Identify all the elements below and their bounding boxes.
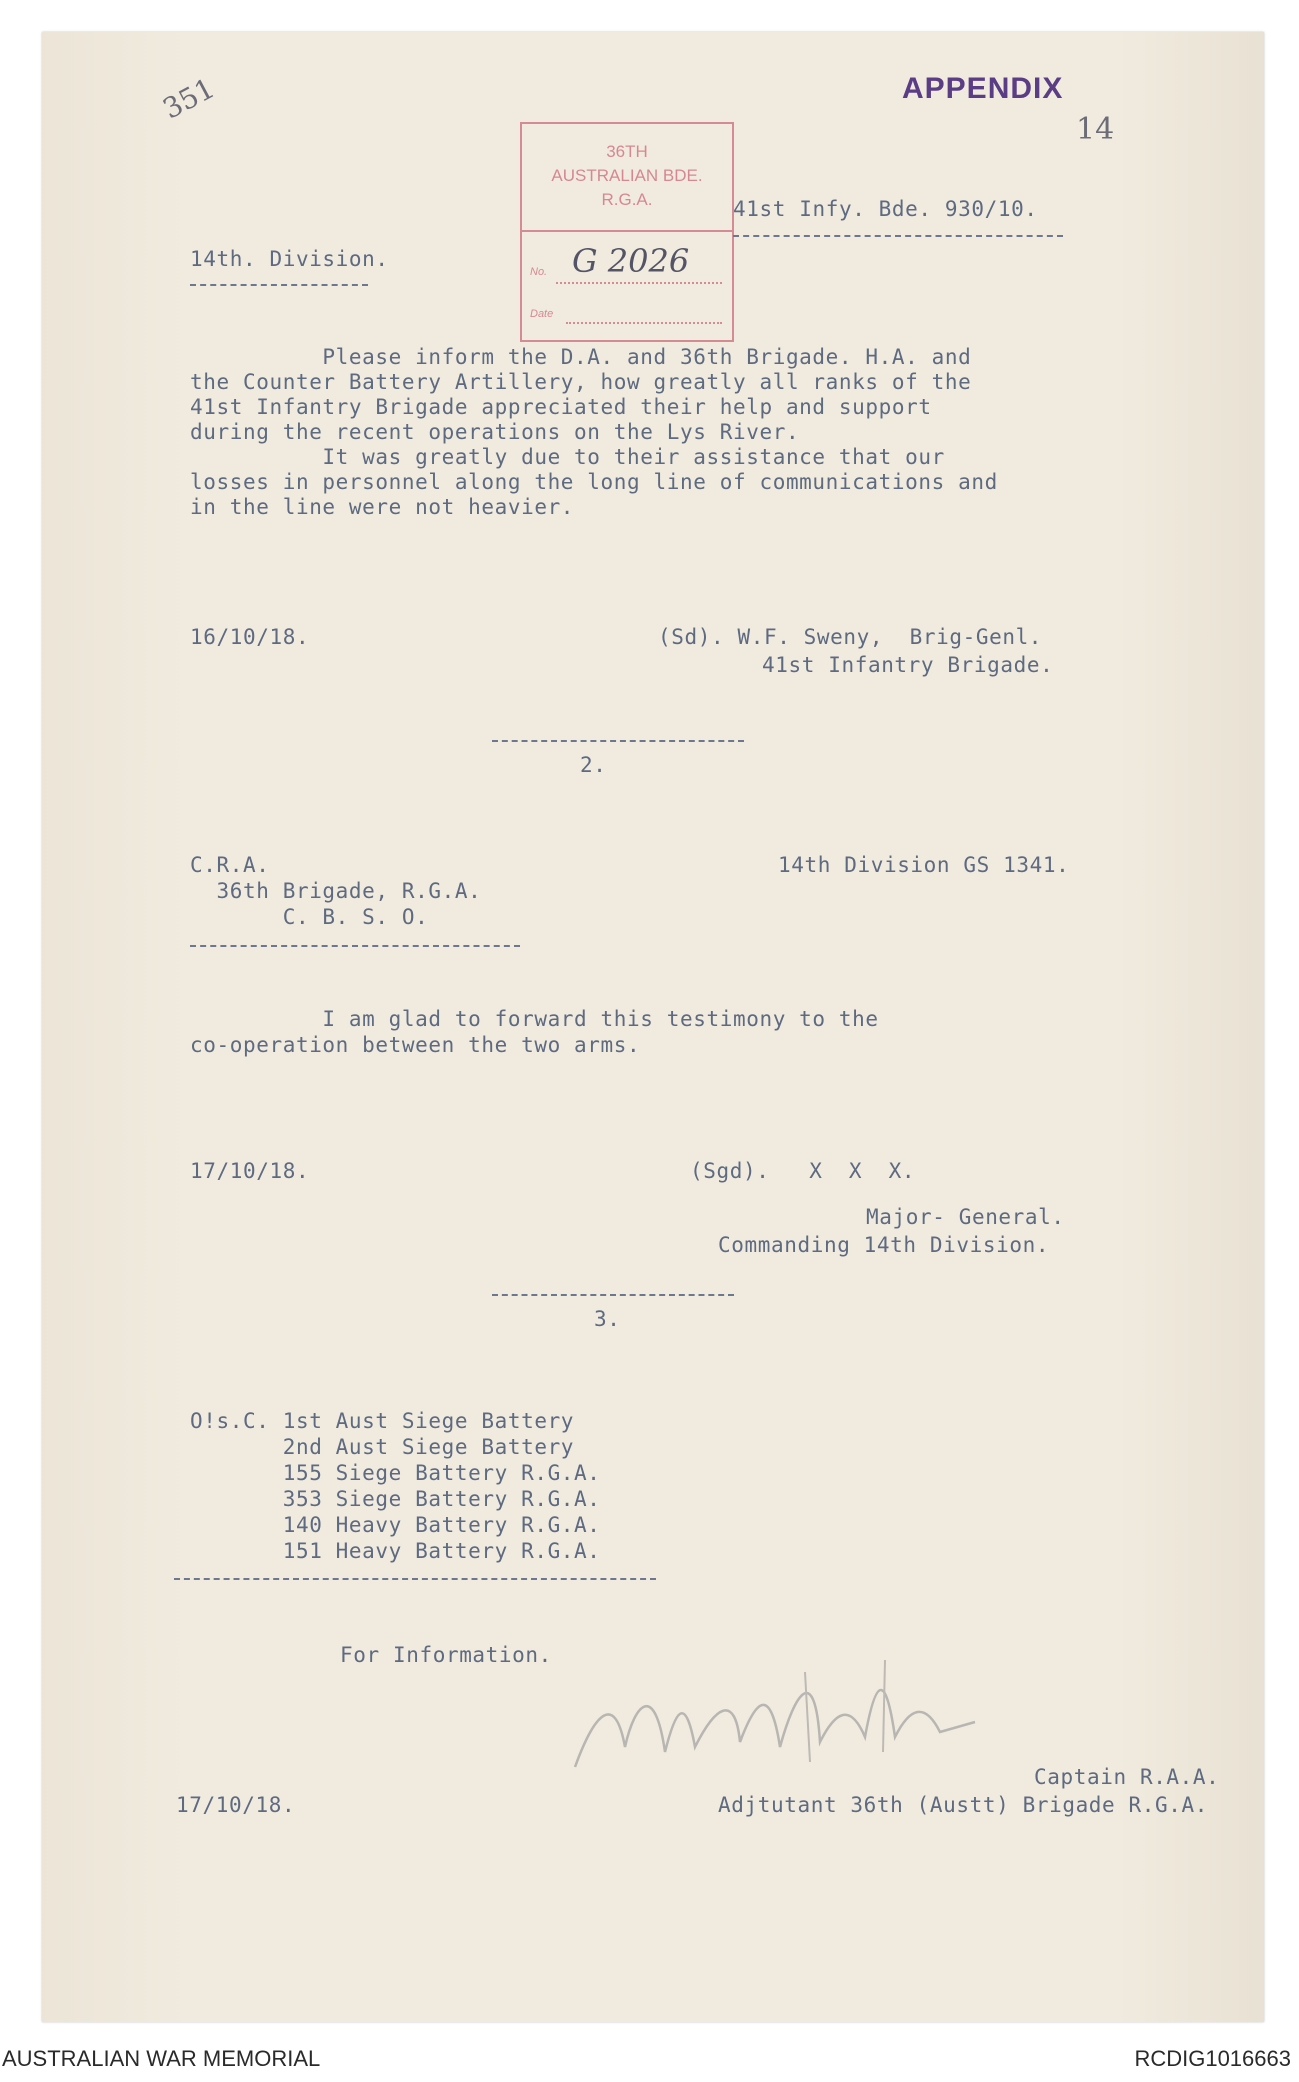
body-line: in the line were not heavier. [190, 495, 575, 519]
message1-to: 14th. Division. [190, 247, 389, 271]
message3-number: 3. [594, 1307, 621, 1331]
recipient-line: 151 Heavy Battery R.G.A. [190, 1539, 601, 1563]
message3-rank: Captain R.A.A. [1034, 1765, 1220, 1789]
body-line: during the recent operations on the Lys River. [190, 420, 800, 444]
message2-to-line: C. B. S. O. [190, 905, 429, 929]
recipient-line: 2nd Aust Siege Battery [190, 1435, 575, 1459]
archive-number: 351 [157, 71, 221, 126]
body-line: the Counter Battery Artillery, how greatly all ranks of the [190, 370, 972, 394]
body-line: Please inform the D.A. and 36th Brigade. H.A. and [190, 345, 972, 369]
stamp-date-label: Date [530, 308, 554, 320]
message3-info: For Information. [340, 1643, 552, 1667]
footer-id: RCDIG1016663 [1134, 2046, 1291, 2071]
stamp-no-label: No. [530, 266, 548, 278]
message2-to-line: 36th Brigade, R.G.A. [190, 879, 482, 903]
message2-signed: (Sgd). X X X. [690, 1159, 916, 1183]
recipient-line: 140 Heavy Battery R.G.A. [190, 1513, 601, 1537]
message2-body-line: I am glad to forward this testimony to the [190, 1007, 879, 1031]
message2-to-line: C.R.A. [190, 853, 270, 877]
handwritten-signature [565, 1652, 985, 1782]
stamp-no-value: G 2026 [572, 242, 690, 280]
recipient-line: 353 Siege Battery R.G.A. [190, 1487, 601, 1511]
appendix-stamp: APPENDIX [902, 72, 1064, 105]
received-stamp [520, 122, 734, 342]
recipient-line: O!s.C. 1st Aust Siege Battery [190, 1409, 575, 1433]
message3-role: Adjtutant 36th (Austt) Brigade R.G.A. [718, 1793, 1208, 1817]
message2-rank: Major- General. [866, 1205, 1065, 1229]
body-line: losses in personnel along the long line of communications and [190, 470, 998, 494]
message2-date: 17/10/18. [190, 1159, 310, 1183]
footer-source: AUSTRALIAN WAR MEMORIAL [2, 2046, 321, 2071]
stamp-line-1: 36TH [606, 142, 648, 161]
message2-number: 2. [580, 753, 607, 777]
body-line: It was greatly due to their assistance that our [190, 445, 945, 469]
message2-ref: 14th Division GS 1341. [778, 853, 1070, 877]
stamp-line-3: R.G.A. [601, 190, 653, 209]
message1-date: 16/10/18. [190, 625, 310, 649]
page-number: 14 [1076, 112, 1115, 147]
body-line: 41st Infantry Brigade appreciated their help and support [190, 395, 932, 419]
message3-date: 17/10/18. [176, 1793, 296, 1817]
recipient-line: 155 Siege Battery R.G.A. [190, 1461, 601, 1485]
message1-ref: 41st Infy. Bde. 930/10. [733, 197, 1038, 221]
message1-unit: 41st Infantry Brigade. [762, 653, 1054, 677]
message2-command: Commanding 14th Division. [718, 1233, 1050, 1257]
message1-signed: (Sd). W.F. Sweny, Brig-Genl. [658, 625, 1043, 649]
stamp-line-2: AUSTRALIAN BDE. [551, 166, 703, 185]
message2-body-line: co-operation between the two arms. [190, 1033, 641, 1057]
